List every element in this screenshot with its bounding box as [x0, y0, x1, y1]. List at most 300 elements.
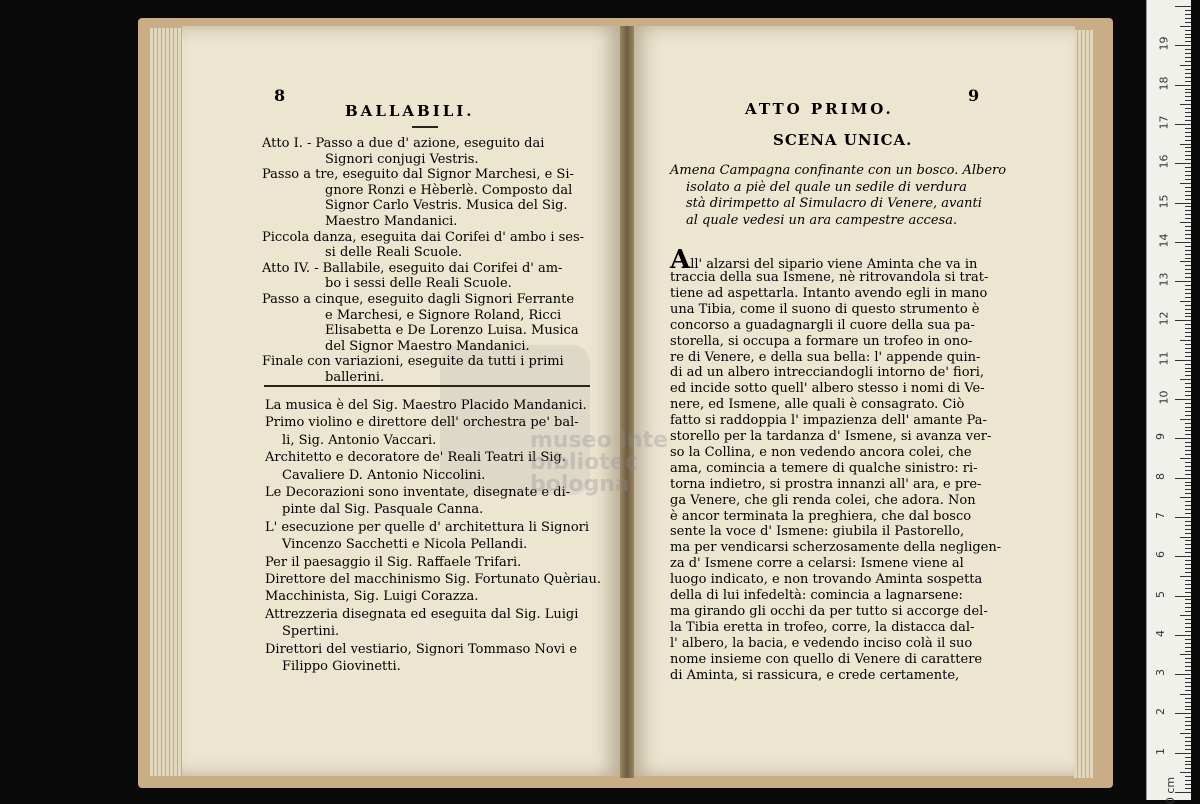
body-line: tiene ad aspettarla. Intanto avendo egli in mano [670, 285, 988, 301]
ruler-tick [1185, 564, 1191, 565]
body-line: una Tibia, come il suono di questo strumento è [670, 301, 980, 317]
ruler-tick [1185, 544, 1191, 545]
ruler-tick [1185, 324, 1191, 325]
body-first-text: ll' alzarsi del sipario viene Aminta che va in [690, 257, 978, 272]
scene-line: Amena Campagna confinante con un bosco. Albero [670, 163, 1007, 178]
ruler-tick [1175, 6, 1191, 7]
ruler-tick [1175, 596, 1191, 597]
ballabili-line: gnore Ronzi e Hèberlè. Composto dal [325, 182, 573, 198]
ruler-tick [1185, 364, 1191, 365]
ruler-tick [1180, 733, 1191, 734]
ruler-tick [1185, 395, 1191, 396]
ruler-tick [1180, 576, 1191, 577]
ruler-number: 19 [1157, 36, 1171, 51]
ruler-number: 1 [1154, 747, 1167, 755]
ruler-tick [1185, 218, 1191, 219]
ruler-tick [1185, 407, 1191, 408]
watermark-line-3: bologna [530, 472, 630, 497]
ruler-tick [1185, 686, 1191, 687]
ruler-tick [1175, 360, 1191, 361]
ruler-tick [1185, 430, 1191, 431]
ruler-tick [1185, 171, 1191, 172]
ruler-tick [1185, 344, 1191, 345]
ruler-tick [1185, 533, 1191, 534]
ruler-tick [1185, 717, 1191, 718]
ruler-tick [1185, 199, 1191, 200]
ruler-tick [1185, 709, 1191, 710]
ruler-tick [1185, 513, 1191, 514]
ruler-tick [1185, 246, 1191, 247]
body-line: sente la voce d' Ismene: giubila il Pastorello, [670, 524, 965, 540]
ruler-tick [1185, 305, 1191, 306]
ruler-tick [1180, 615, 1191, 616]
ruler-tick [1180, 419, 1191, 420]
ruler-tick [1185, 179, 1191, 180]
ruler-tick [1185, 768, 1191, 769]
ruler-number: 17 [1157, 115, 1171, 130]
ruler-number: 18 [1157, 76, 1171, 91]
ruler-tick [1185, 226, 1191, 227]
ruler-tick [1185, 588, 1191, 589]
ruler-tick [1185, 737, 1191, 738]
ruler-tick [1185, 238, 1191, 239]
ruler-tick [1185, 423, 1191, 424]
body-line: so la Collina, e non vedendo ancora colei, che [670, 444, 972, 460]
ruler-number: 12 [1157, 311, 1171, 326]
ruler-tick [1185, 191, 1191, 192]
ruler-tick [1180, 144, 1191, 145]
ruler-number: 14 [1157, 233, 1171, 248]
ruler-tick [1185, 411, 1191, 412]
ruler-tick [1185, 780, 1191, 781]
ruler-tick [1185, 77, 1191, 78]
ballabili-line: Maestro Mandanici. [325, 214, 458, 229]
ruler-tick [1175, 85, 1191, 86]
ruler-tick [1185, 446, 1191, 447]
ruler-tick [1185, 599, 1191, 600]
ruler-tick [1185, 391, 1191, 392]
ruler-tick [1185, 434, 1191, 435]
ruler-tick [1185, 34, 1191, 35]
ruler-tick [1185, 415, 1191, 416]
ruler-tick [1185, 187, 1191, 188]
ruler-tick [1185, 383, 1191, 384]
ruler-tick [1185, 607, 1191, 608]
ruler-tick [1185, 132, 1191, 133]
ruler-tick [1185, 450, 1191, 451]
ruler-tick [1185, 540, 1191, 541]
body-line: traccia della sua Ismene, nè ritrovandola si trat- [670, 270, 989, 285]
body-line: torna indietro, si prostra innanzi all' ara, e pre- [670, 476, 982, 492]
ruler-tick [1185, 666, 1191, 667]
body-line: luogo indicato, e non trovando Aminta sospetta [670, 572, 983, 588]
ruler-tick [1185, 309, 1191, 310]
ruler-tick [1185, 509, 1191, 510]
ruler-number: 11 [1157, 351, 1171, 366]
ruler-tick [1180, 537, 1191, 538]
credit-line: Attrezzeria disegnata ed eseguita dal Sig. Luigi [265, 606, 579, 622]
ruler-tick [1185, 702, 1191, 703]
ruler-tick [1185, 92, 1191, 93]
ruler-tick [1185, 195, 1191, 196]
ruler-tick [1175, 163, 1191, 164]
ruler-tick [1185, 489, 1191, 490]
ruler-tick [1175, 713, 1191, 714]
scene-line: al quale vedesi un ara campestre accesa. [686, 212, 958, 228]
ruler-tick [1185, 584, 1191, 585]
ruler-tick [1185, 757, 1191, 758]
watermark-line-1: museo inte [530, 428, 669, 453]
ruler-tick [1180, 26, 1191, 27]
ballabili-line: ballerini. [325, 370, 385, 385]
ruler-tick [1185, 30, 1191, 31]
credit-line: Macchinista, Sig. Luigi Corazza. [265, 589, 479, 605]
page-edges-right [1074, 30, 1094, 778]
ruler-tick [1185, 254, 1191, 255]
ruler-tick [1185, 293, 1191, 294]
ruler-number: 10 [1157, 390, 1171, 405]
ruler-tick [1185, 18, 1191, 19]
ruler-tick [1185, 427, 1191, 428]
ruler-tick [1185, 100, 1191, 101]
ruler-tick [1175, 556, 1191, 557]
ruler-tick [1185, 658, 1191, 659]
ruler-tick [1185, 269, 1191, 270]
ruler-tick [1175, 438, 1191, 439]
ruler-tick [1185, 316, 1191, 317]
ruler-tick [1185, 647, 1191, 648]
ruler-tick [1185, 120, 1191, 121]
ruler-tick [1185, 89, 1191, 90]
ruler-tick [1185, 69, 1191, 70]
body-line: la Tibia eretta in trofeo, corre, la distacca dal- [670, 619, 975, 635]
ruler-tick [1185, 698, 1191, 699]
ruler-tick [1185, 206, 1191, 207]
ruler-tick [1185, 776, 1191, 777]
body-line: l' albero, la bacia, e vedendo inciso colà il suo [670, 635, 973, 651]
body-line: concorso a guadagnargli il cuore della sua pa- [670, 317, 975, 333]
ruler-tick [1180, 222, 1191, 223]
ruler-tick [1185, 741, 1191, 742]
ruler-tick [1180, 340, 1191, 341]
ruler-tick [1175, 45, 1191, 46]
ruler-tick [1185, 466, 1191, 467]
ballabili-line: Atto I. - Passo a due d' azione, eseguito dai [262, 136, 545, 151]
ruler-tick [1185, 336, 1191, 337]
ruler-tick [1185, 485, 1191, 486]
ruler-tick [1185, 690, 1191, 691]
ruler-number: 3 [1154, 669, 1167, 677]
body-line: re di Venere, e della sua bella: l' appende quin- [670, 349, 981, 365]
ruler-tick [1185, 721, 1191, 722]
ruler-tick [1185, 116, 1191, 117]
ruler-number: 8 [1154, 472, 1167, 480]
ruler-tick [1180, 301, 1191, 302]
ruler-tick [1185, 387, 1191, 388]
ruler-tick [1185, 603, 1191, 604]
ballabili-line: e Marchesi, e Signore Roland, Ricci [325, 307, 562, 323]
body-line: storello per la tardanza d' Ismene, si avanza ver- [670, 429, 992, 444]
ruler-tick [1185, 250, 1191, 251]
ruler-tick [1185, 375, 1191, 376]
ruler-tick [1185, 611, 1191, 612]
ruler-tick [1185, 159, 1191, 160]
credit-line: Per il paesaggio il Sig. Raffaele Trifari. [265, 554, 522, 570]
ruler-tick [1185, 521, 1191, 522]
ruler-tick [1185, 175, 1191, 176]
ruler-tick [1185, 651, 1191, 652]
ruler-tick [1185, 73, 1191, 74]
ballabili-line: Elisabetta e De Lorenzo Luisa. Musica [325, 323, 579, 339]
ballabili-line: Passo a tre, eseguito dal Signor Marchesi, e Si- [262, 167, 574, 183]
credit-line: Spertini. [282, 624, 340, 640]
ruler-tick [1185, 53, 1191, 54]
ruler-tick [1185, 41, 1191, 42]
ruler-tick [1185, 136, 1191, 137]
heading-rule [412, 126, 438, 128]
ruler-tick [1185, 639, 1191, 640]
ballabili-line: Atto IV. - Ballabile, eseguito dai Corifei d' am- [262, 260, 563, 276]
ruler-tick [1175, 674, 1191, 675]
dropcap: A [670, 245, 691, 275]
ruler-tick [1185, 313, 1191, 314]
ruler-number: 4 [1154, 629, 1167, 637]
body-line: di ad un albero intrecciandogli intorno de' fiori, [670, 365, 985, 381]
ruler-tick [1185, 356, 1191, 357]
body-line: ma per vendicarsi scherzosamente della negligen- [670, 540, 1002, 556]
ruler-tick [1175, 517, 1191, 518]
ruler-tick [1185, 234, 1191, 235]
ballabili-line: Finale con variazioni, eseguite da tutti i primi [262, 354, 564, 370]
credit-line: Direttore del macchinismo Sig. Fortunato Quèriau. [265, 572, 602, 587]
ruler-tick [1175, 753, 1191, 754]
heading-atto-primo: ATTO PRIMO. [745, 100, 894, 118]
credit-line: Primo violino e direttore dell' orchestra pe' bal- [265, 415, 579, 431]
ballabili-line: Signor Carlo Vestris. Musica del Sig. [325, 198, 568, 214]
ruler-tick [1185, 37, 1191, 38]
ruler-number: 2 [1154, 708, 1167, 716]
ruler-tick [1175, 203, 1191, 204]
ruler-tick [1185, 258, 1191, 259]
ruler-tick [1185, 619, 1191, 620]
ruler-tick [1185, 592, 1191, 593]
ruler-tick [1180, 497, 1191, 498]
section-divider [264, 385, 590, 387]
ruler-tick [1185, 155, 1191, 156]
ruler-tick [1185, 706, 1191, 707]
ruler-tick [1175, 478, 1191, 479]
body-line: nere, ed Ismene, alle quali è consagrato. Ciò [670, 397, 965, 413]
ruler-tick [1185, 749, 1191, 750]
ruler-tick [1185, 151, 1191, 152]
ruler-tick [1180, 772, 1191, 773]
ruler-number: 7 [1154, 511, 1167, 519]
ruler-tick [1185, 788, 1191, 789]
ruler-tick [1185, 552, 1191, 553]
ruler-tick [1185, 328, 1191, 329]
ruler-tick [1175, 792, 1191, 793]
ruler-tick [1185, 745, 1191, 746]
ruler-tick [1185, 214, 1191, 215]
ruler-tick [1185, 230, 1191, 231]
page-number-left: 8 [274, 86, 286, 105]
ruler-number: 6 [1154, 551, 1167, 559]
ruler-tick [1185, 108, 1191, 109]
ruler-tick [1180, 458, 1191, 459]
ruler-tick [1180, 183, 1191, 184]
ruler-number: 5 [1154, 590, 1167, 598]
ruler-number: 15 [1157, 194, 1171, 208]
ruler-tick [1185, 210, 1191, 211]
ruler-tick [1175, 635, 1191, 636]
ruler-tick [1185, 22, 1191, 23]
ruler-tick [1175, 242, 1191, 243]
body-line: è ancor terminata la preghiera, che dal bosco [670, 508, 972, 524]
credit-line: Cavaliere D. Antonio Niccolini. [282, 467, 486, 483]
heading-scena-unica: SCENA UNICA. [773, 131, 913, 149]
body-line: ga Venere, che gli renda colei, che adora. Non [670, 492, 976, 508]
ruler-tick [1185, 57, 1191, 58]
ruler-tick [1185, 297, 1191, 298]
ruler-tick [1185, 140, 1191, 141]
ruler-tick [1185, 474, 1191, 475]
ruler-tick [1180, 654, 1191, 655]
ruler-tick [1185, 505, 1191, 506]
ruler-tick [1185, 14, 1191, 15]
ruler-tick [1175, 320, 1191, 321]
credit-line: Vincenzo Sacchetti e Nicola Pellandi. [282, 537, 528, 553]
page-edges-left [150, 28, 184, 776]
ruler-tick [1185, 670, 1191, 671]
ruler-tick [1185, 501, 1191, 502]
ruler-tick [1185, 764, 1191, 765]
ruler-tick [1180, 261, 1191, 262]
ruler-tick [1180, 104, 1191, 105]
ruler-tick [1185, 631, 1191, 632]
ballabili-line: Signori conjugi Vestris. [325, 151, 479, 167]
ballabili-line: Piccola danza, eseguita dai Corifei d' ambo i ses- [262, 229, 585, 245]
body-line: di Aminta, si rassicura, e crede certamente, [670, 667, 960, 683]
ruler-tick [1185, 273, 1191, 274]
ruler-tick [1185, 623, 1191, 624]
credit-line: L' esecuzione per quelle d' architettura li Signori [265, 519, 590, 535]
ruler-number: 9 [1154, 433, 1167, 441]
credit-line: pinte dal Sig. Pasquale Canna. [282, 502, 484, 518]
ruler-tick [1185, 529, 1191, 530]
ruler-tick [1185, 403, 1191, 404]
ruler-tick [1185, 285, 1191, 286]
watermark-line-2: bibliotec [530, 450, 638, 475]
watermark [530, 430, 668, 496]
body-line: ed incide sotto quell' albero stesso i nomi di Ve- [670, 381, 985, 397]
credit-line: Direttori del vestiario, Signori Tommaso Novi e [265, 641, 578, 657]
book-gutter [620, 26, 634, 778]
ruler-tick [1185, 725, 1191, 726]
ruler-tick [1185, 289, 1191, 290]
ruler-tick [1185, 368, 1191, 369]
ruler-tick [1185, 352, 1191, 353]
ruler-tick [1185, 112, 1191, 113]
ballabili-line: Passo a cinque, eseguito dagli Signori Ferrante [262, 292, 575, 307]
ruler-tick [1185, 371, 1191, 372]
body-line: ama, comincia a temere di qualche sinistro: ri- [670, 460, 978, 476]
scene-line: isolato a piè del quale un sedile di verdura [686, 179, 967, 195]
ruler-tick [1185, 729, 1191, 730]
ballabili-line: del Signor Maestro Mandanici. [325, 338, 530, 354]
ruler-tick [1185, 493, 1191, 494]
ruler-tick [1180, 379, 1191, 380]
page-number-right: 9 [968, 86, 980, 105]
body-line: della di lui infedeltà: comincia a lagnarsene: [670, 588, 963, 603]
ruler-tick [1185, 348, 1191, 349]
body-line: fatto si raddoppia l' impazienza dell' amante Pa- [670, 413, 987, 429]
measurement-ruler [1146, 0, 1191, 804]
ruler-tick [1185, 678, 1191, 679]
ruler-tick [1185, 277, 1191, 278]
ruler-tick [1175, 124, 1191, 125]
ruler-tick [1185, 61, 1191, 62]
credit-line: li, Sig. Antonio Vaccari. [282, 432, 437, 448]
credit-line: Architetto e decoratore de' Reali Teatri il Sig. [265, 450, 566, 466]
heading-ballabili: BALLABILI. [345, 102, 475, 120]
ruler-number: 16 [1157, 154, 1171, 169]
ruler-tick [1185, 442, 1191, 443]
ruler-tick [1185, 682, 1191, 683]
ruler-tick [1185, 525, 1191, 526]
scene-line: stà dirimpetto al Simulacro di Venere, avanti [686, 196, 982, 211]
ruler-tick [1180, 694, 1191, 695]
body-line: storella, si occupa a formare un trofeo in ono- [670, 333, 973, 349]
ruler-tick [1175, 399, 1191, 400]
ruler-tick [1175, 281, 1191, 282]
body-line: nome insieme con quello di Venere di carattere [670, 651, 983, 667]
ruler-tick [1185, 147, 1191, 148]
ruler-tick [1185, 662, 1191, 663]
ruler-number: 13 [1157, 272, 1171, 287]
ruler-tick [1185, 580, 1191, 581]
ruler-tick [1185, 560, 1191, 561]
credit-line: Filippo Giovinetti. [282, 659, 401, 674]
ruler-tick [1185, 454, 1191, 455]
ruler-tick [1185, 128, 1191, 129]
ruler-tick [1185, 10, 1191, 11]
ruler-tick [1185, 572, 1191, 573]
body-line: za d' Ismene corre a celarsi: Ismene viene al [670, 556, 964, 572]
ruler-tick [1185, 568, 1191, 569]
ruler-number: 0 cm [1164, 776, 1178, 804]
ruler-tick [1180, 65, 1191, 66]
ballabili-line: si delle Reali Scuole. [325, 245, 463, 261]
ruler-tick [1185, 761, 1191, 762]
ruler-tick [1185, 81, 1191, 82]
ruler-tick [1185, 482, 1191, 483]
ruler-tick [1185, 643, 1191, 644]
body-line: ma girando gli occhi da per tutto si accorge del- [670, 603, 988, 619]
credit-line: Le Decorazioni sono inventate, disegnate e di- [265, 485, 571, 500]
ruler-tick [1185, 627, 1191, 628]
credit-line: La musica è del Sig. Maestro Placido Mandanici. [265, 398, 587, 413]
ruler-tick [1185, 167, 1191, 168]
ballabili-line: bo i sessi delle Reali Scuole. [325, 276, 512, 292]
ruler-tick [1185, 49, 1191, 50]
ruler-tick [1185, 470, 1191, 471]
ruler-tick [1185, 784, 1191, 785]
ruler-tick [1185, 265, 1191, 266]
ruler-tick [1185, 548, 1191, 549]
ruler-tick [1185, 462, 1191, 463]
ruler-tick [1185, 332, 1191, 333]
ruler-tick [1185, 96, 1191, 97]
